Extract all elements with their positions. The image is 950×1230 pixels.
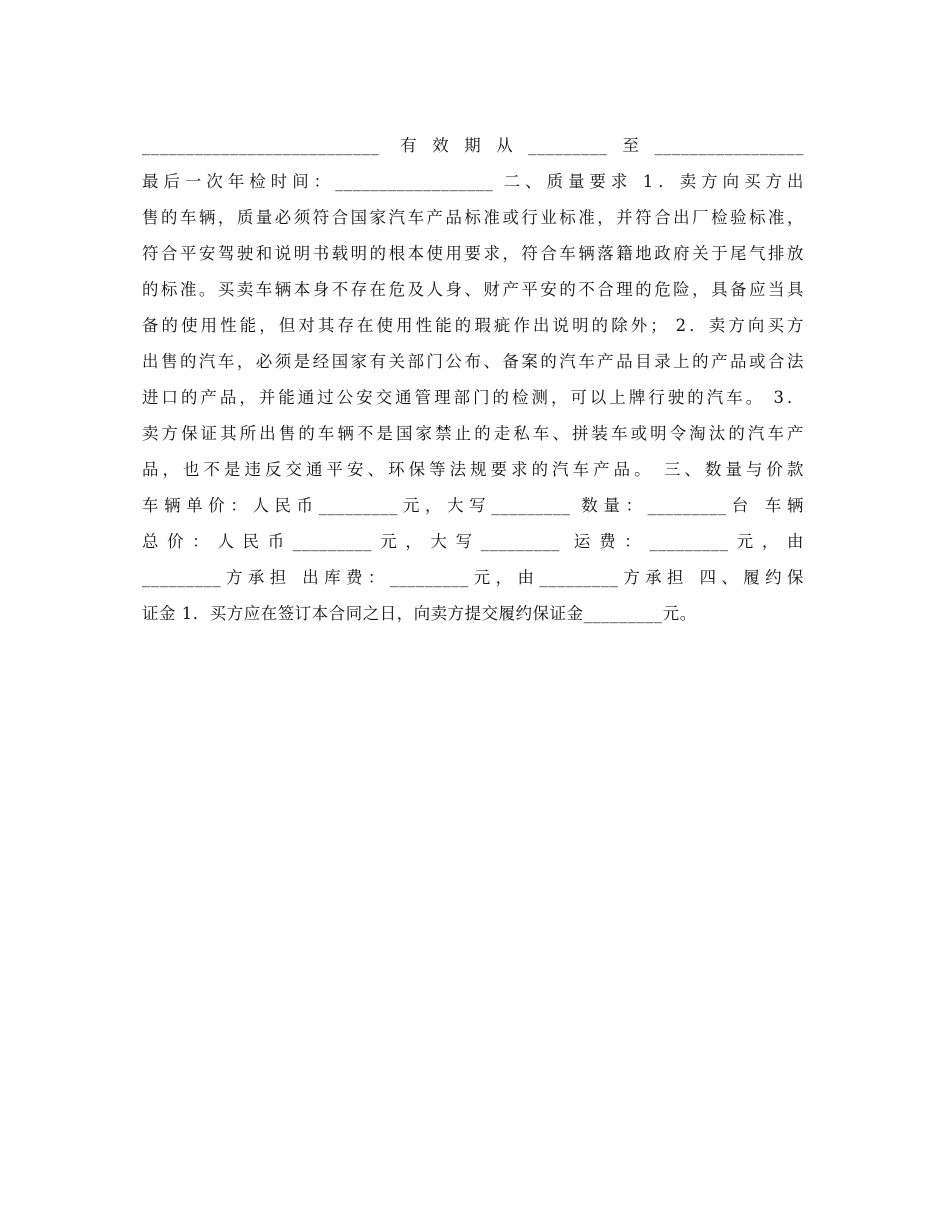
text-line-11: 车辆单价：人民币_________元，大写_________ 数量：_________台 车辆: [142, 496, 804, 515]
text-line-2: 最后一次年检时间：__________________ 二、质量要求 1．卖方向买方出: [142, 172, 804, 191]
text-line-8: 进口的产品，并能通过公安交通管理部门的检测，可以上牌行驶的汽车。 3．: [142, 388, 804, 407]
text-line-13: _________方承担 出库费：_________元，由_________方承担 四、履约保: [142, 568, 804, 587]
text-line-12: 总价：人民币_________元，大写_________ 运费：_________元，由: [142, 532, 804, 551]
text-line-1: ___________________________ 有效期从_________至_________________: [142, 136, 804, 155]
text-line-3: 售的车辆，质量必须符合国家汽车产品标准或行业标准，并符合出厂检验标准，: [142, 208, 804, 227]
text-line-6: 备的使用性能，但对其存在使用性能的瑕疵作出说明的除外； 2．卖方向买方: [142, 316, 804, 335]
text-line-4: 符合平安驾驶和说明书载明的根本使用要求，符合车辆落籍地政府关于尾气排放: [142, 244, 804, 263]
text-line-7: 出售的汽车，必须是经国家有关部门公布、备案的汽车产品目录上的产品或合法: [142, 352, 804, 371]
text-line-5: 的标准。买卖车辆本身不存在危及人身、财产平安的不合理的危险，具备应当具: [142, 280, 804, 299]
text-line-14: 证金 1．买方应在签订本合同之日，向卖方提交履约保证金_________元。: [142, 604, 697, 623]
text-line-10: 品，也不是违反交通平安、环保等法规要求的汽车产品。 三、数量与价款: [142, 460, 804, 479]
contract-body: [142, 128, 804, 632]
text-line-9: 卖方保证其所出售的车辆不是国家禁止的走私车、拼装车或明令淘汰的汽车产: [142, 424, 804, 443]
